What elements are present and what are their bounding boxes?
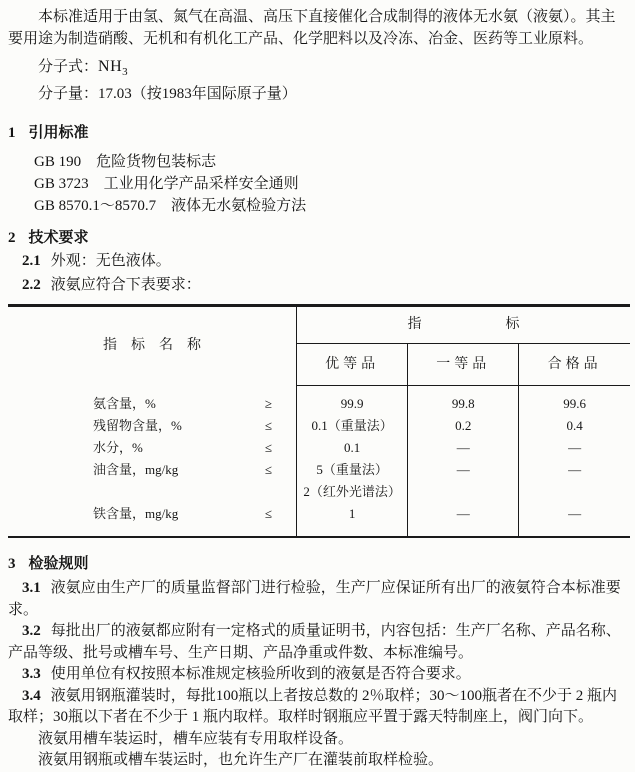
reference-item: GB 8570.1～8570.7 液体无水氨检验方法 bbox=[34, 198, 307, 215]
section-number: 2 bbox=[8, 230, 16, 247]
column-header-indicator-name: 指 标 名 称 bbox=[8, 306, 297, 386]
section-title: 技术要求 bbox=[28, 230, 89, 247]
clause-text: 液氨应由生产厂的质量监督部门进行检验，生产厂应保证所有出厂的液氨符合本标准要求。 bbox=[8, 580, 621, 618]
spec-name: 油含量，mg/kg bbox=[93, 462, 179, 478]
clause-text: 使用单位有权按照本标准规定核验所收到的液氨是否符合要求。 bbox=[50, 666, 471, 683]
reference-item: GB 3723 工业用化学产品采样安全通则 bbox=[34, 176, 299, 193]
comparison-symbol: ≤ bbox=[264, 462, 272, 478]
prefill-sampling-paragraph: 液氨用钢瓶或槽车装运时，也允许生产厂在灌装前取样检验。 bbox=[38, 752, 444, 769]
clause-number: 3.2 bbox=[22, 623, 41, 640]
spec-value-cell: 5（重量法） bbox=[297, 459, 408, 481]
spec-value-cell: — bbox=[408, 503, 519, 537]
spec-value-cell: 0.4 bbox=[519, 415, 630, 437]
reference-item: GB 190 危险货物包装标志 bbox=[34, 154, 217, 171]
table-header-row bbox=[8, 306, 630, 344]
grade-header-premium: 优等品 bbox=[297, 344, 408, 386]
spec-value-cell bbox=[519, 481, 630, 503]
spec-name-cell bbox=[8, 459, 297, 481]
clause-3-1 bbox=[8, 578, 625, 621]
section-title: 引用标准 bbox=[28, 125, 89, 142]
comparison-symbol: ≤ bbox=[264, 506, 272, 522]
molecular-formula: $NH_3$ bbox=[98, 58, 129, 79]
spec-value-cell: — bbox=[519, 459, 630, 481]
table-row bbox=[8, 459, 630, 481]
clause-number: 3.1 bbox=[22, 580, 41, 597]
formula-subscript: 3 bbox=[122, 66, 129, 79]
spec-value-cell: — bbox=[408, 437, 519, 459]
clause-3-2 bbox=[8, 621, 625, 664]
clause-text: 外观：无色液体。 bbox=[50, 253, 171, 270]
clause-text: 液氨用钢瓶灌装时，每批100瓶以上者按总数的 2％取样；30～100瓶者在不少于 2 瓶内取样；30瓶以下者在不少于 1 瓶内取样。取样时钢瓶应平置于露天特制座上，阀门向下。 bbox=[8, 687, 618, 726]
clause-number: 2.2 bbox=[22, 277, 41, 294]
clause-text: 液氨应符合下表要求： bbox=[50, 277, 201, 294]
spec-value-cell: — bbox=[408, 459, 519, 481]
table-row bbox=[8, 481, 630, 503]
clause-text: 每批出厂的液氨都应附有一定格式的质量证明书，内容包括：生产厂名称、产品名称、产品等级、批号或槽车号、生产日期、产品净重或件数、本标准编号。 bbox=[8, 623, 621, 661]
formula-label: 分子式： bbox=[38, 59, 99, 75]
tanker-sampling-paragraph: 液氨用槽车装运时，槽车应装有专用取样设备。 bbox=[38, 730, 354, 747]
reference-list bbox=[8, 151, 625, 217]
intro-paragraph: 本标准适用于由氢、氮气在高温、高压下直接催化合成制得的液体无水氨（液氨）。其主要用途为制造硝酸、无机和有机化工产品、化学肥料以及冷冻、冶金、医药等工业原料。 bbox=[8, 9, 616, 47]
spec-value-cell: — bbox=[519, 503, 630, 537]
spec-value-cell: 99.6 bbox=[519, 386, 630, 416]
section-3-heading bbox=[8, 553, 625, 575]
comparison-symbol: ≥ bbox=[264, 395, 272, 411]
spec-name: 残留物含量，% bbox=[93, 418, 182, 434]
comparison-symbol: ≤ bbox=[264, 440, 272, 456]
section-title: 检验规则 bbox=[28, 556, 89, 573]
specification-table bbox=[8, 304, 630, 538]
spec-value-cell: 0.1 bbox=[297, 437, 408, 459]
section-2-heading bbox=[8, 227, 625, 249]
spec-value-cell: — bbox=[519, 437, 630, 459]
table-row bbox=[8, 415, 630, 437]
spec-value-cell: 1 bbox=[297, 503, 408, 537]
spec-name: 氨含量，% bbox=[93, 395, 156, 411]
spec-name-cell bbox=[8, 386, 297, 416]
clause-3-3 bbox=[8, 664, 625, 686]
section-number: 3 bbox=[8, 556, 16, 573]
spec-name-cell bbox=[8, 481, 297, 503]
clause-number: 2.1 bbox=[22, 253, 41, 270]
grade-header-first: 一等品 bbox=[408, 344, 519, 386]
spec-value-cell: 0.1（重量法） bbox=[297, 415, 408, 437]
clause-3-4 bbox=[8, 686, 625, 729]
spec-name: 水分，% bbox=[93, 440, 143, 456]
molecular-formula-line bbox=[8, 56, 625, 83]
spec-name-cell bbox=[8, 437, 297, 459]
clause-2-1 bbox=[8, 250, 625, 273]
section-1-heading bbox=[8, 122, 625, 144]
clause-number: 3.3 bbox=[22, 666, 41, 683]
column-header-index: 指 标 bbox=[297, 306, 631, 344]
spec-value-cell: 2（红外光谱法） bbox=[297, 481, 408, 503]
spec-value-cell: 0.2 bbox=[408, 415, 519, 437]
clause-number: 3.4 bbox=[22, 687, 41, 704]
spec-value-cell: 99.8 bbox=[408, 386, 519, 416]
clause-2-2 bbox=[8, 274, 625, 297]
spec-name-cell bbox=[8, 415, 297, 437]
spec-name: 铁含量，mg/kg bbox=[93, 506, 179, 522]
spec-value-cell bbox=[408, 481, 519, 503]
comparison-symbol: ≤ bbox=[264, 418, 272, 434]
molecular-weight-line: 分子量：17.03（按1983年国际原子量） bbox=[38, 86, 297, 103]
section-number: 1 bbox=[8, 125, 16, 142]
table-row bbox=[8, 437, 630, 459]
spec-name-cell bbox=[8, 503, 297, 537]
grade-header-qualified: 合格品 bbox=[519, 344, 630, 386]
spec-value-cell: 99.9 bbox=[297, 386, 408, 416]
table-row bbox=[8, 503, 630, 537]
table-row bbox=[8, 386, 630, 416]
